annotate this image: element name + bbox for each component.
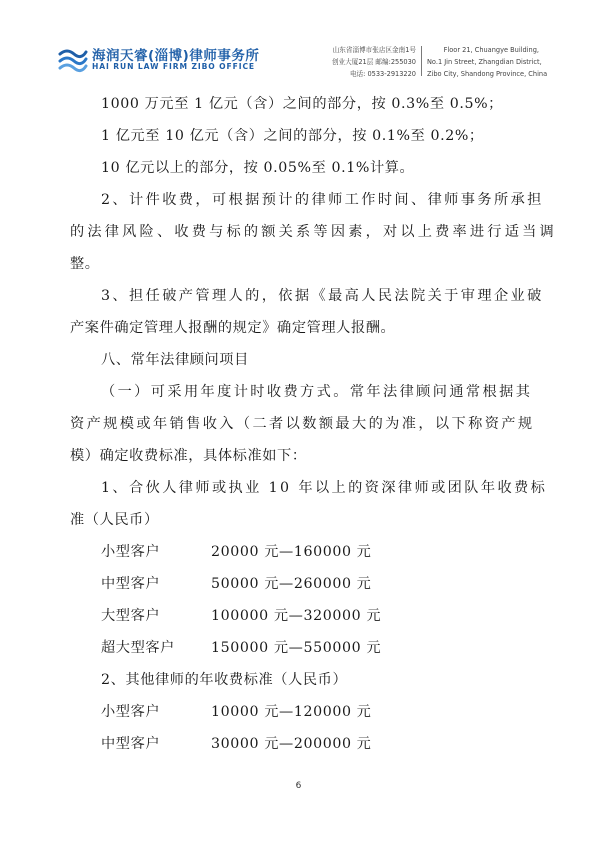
body-line: （一）可采用年度计时收费方式。常年法律顾问通常根据其 — [101, 384, 533, 400]
fee-amount: 50000 元—260000 元 — [211, 576, 372, 592]
body-line: 模）确定收费标准，具体标准如下： — [70, 448, 307, 464]
fee-client-type: 大型客户 — [101, 608, 161, 624]
address-en — [427, 44, 548, 80]
fee-row — [101, 541, 160, 561]
body-line: 整。 — [70, 256, 100, 272]
fee-amount: 20000 元—160000 元 — [211, 544, 372, 560]
fee-amount: 30000 元—200000 元 — [211, 736, 372, 752]
fee-client-type: 超大型客户 — [101, 640, 175, 656]
address-cn-line: 山东省淄博市张店区金南1号 — [332, 46, 416, 54]
body-line: 10 亿元以上的部分，按 0.05%至 0.1%计算。 — [101, 160, 415, 176]
body-line: 产案件确定管理人报酬的规定》确定管理人报酬。 — [70, 320, 396, 336]
address-en-line: Floor 21, Chuangye Building, — [443, 46, 539, 54]
address-cn-line: 创业大厦21层 邮编:255030 — [331, 58, 416, 66]
fee-amount: 10000 元—120000 元 — [211, 704, 372, 720]
body-line: 3、担任破产管理人的，依据《最高人民法院关于审理企业破 — [101, 288, 544, 304]
body-line: 1 亿元至 10 亿元（含）之间的部分，按 0.1%至 0.2%； — [101, 128, 484, 144]
body-line: 的法律风险、收费与标的额关系等因素，对以上费率进行适当调 — [70, 224, 557, 240]
fee-client-type: 小型客户 — [101, 544, 161, 560]
address-en-line: No.1 Jin Street, Zhangdian District, — [427, 58, 542, 66]
body-line: 1、合伙人律师或执业 10 年以上的资深律师或团队年收费标 — [101, 480, 548, 496]
header-divider — [421, 46, 422, 76]
section-heading: 八、常年法律顾问项目 — [101, 352, 249, 368]
body-line: 2、计件收费，可根据预计的律师工作时间、律师事务所承担 — [101, 192, 544, 208]
address-cn-line: 电话: 0533-2913220 — [349, 70, 416, 78]
fee-client-type: 中型客户 — [101, 576, 161, 592]
fee-amount: 100000 元—320000 元 — [211, 608, 382, 624]
address-cn — [312, 44, 416, 80]
body-line: 准（人民币） — [70, 512, 159, 528]
body-line: 1000 万元至 1 亿元（含）之间的部分，按 0.3%至 0.5%； — [101, 96, 503, 112]
address-en-line: Zibo City, Shandong Province, China — [427, 70, 548, 78]
firm-logo-icon — [58, 44, 88, 74]
page-number: 6 — [295, 781, 302, 791]
section-subheading: 2、其他律师的年收费标准（人民币） — [101, 672, 348, 688]
letterhead — [0, 0, 597, 80]
fee-amount: 150000 元—550000 元 — [211, 640, 382, 656]
fee-client-type: 小型客户 — [101, 704, 161, 720]
fee-client-type: 中型客户 — [101, 736, 161, 752]
firm-name-en: HAI RUN LAW FIRM ZIBO OFFICE — [92, 62, 256, 71]
body-line: 资产规模或年销售收入（二者以数额最大的为准，以下称资产规 — [70, 416, 535, 432]
firm-name-cn: 海润天睿(淄博)律师事务所 — [92, 48, 260, 64]
